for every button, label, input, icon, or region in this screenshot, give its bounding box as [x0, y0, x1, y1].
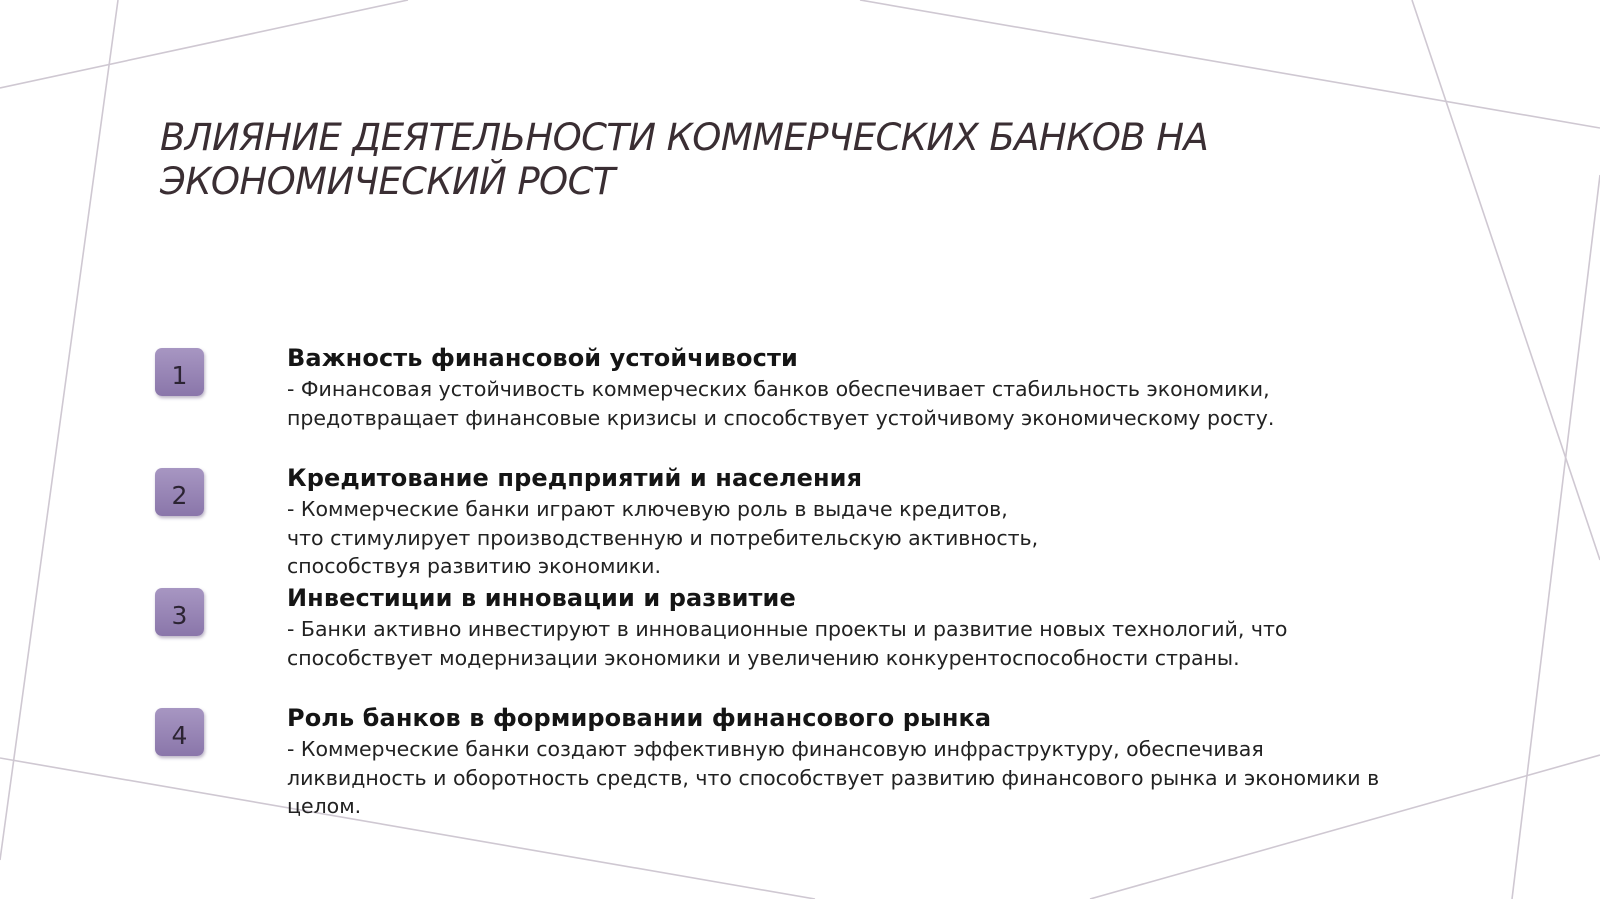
- list-item-description: - Коммерческие банки играют ключевую роль в выдаче кредитов, что стимулирует производственную и потребительскую активность, способствуя развитию экономики.: [287, 497, 1039, 578]
- background-line: [0, 0, 408, 88]
- list-item-heading: Роль банков в формировании финансового рынка: [287, 704, 992, 732]
- list-item-description: - Банки активно инвестируют в инновационные проекты и развитие новых технологий, что способствует модернизации экономики и увеличению конкурентоспособности страны.: [287, 617, 1288, 670]
- background-line: [860, 0, 1600, 128]
- number-badge: [155, 468, 204, 516]
- number-badge-label: 2: [171, 480, 188, 510]
- slide-title-line: ЭКОНОМИЧЕСКИЙ РОСТ: [160, 160, 615, 203]
- number-badge-label: 4: [171, 720, 188, 750]
- list-item-description: - Финансовая устойчивость коммерческих банков обеспечивает стабильность экономики, предотвращает финансовые кризисы и способствует устойчивому экономическому росту.: [287, 377, 1275, 430]
- background-line: [0, 0, 118, 860]
- number-badge: [155, 588, 204, 636]
- list-item-text: [287, 463, 1467, 581]
- slide-title-line: ВЛИЯНИЕ ДЕЯТЕЛЬНОСТИ КОММЕРЧЕСКИХ БАНКОВ НА: [160, 116, 1209, 159]
- list-item-text: [287, 703, 1467, 821]
- list-item-text: [287, 583, 1467, 672]
- slide-title: [160, 116, 1310, 204]
- number-badge-label: 3: [171, 600, 188, 630]
- number-badge: [155, 348, 204, 396]
- number-badge: [155, 708, 204, 756]
- list-item-description: - Коммерческие банки создают эффективную финансовую инфраструктуру, обеспечивая ликвидность и оборотность средств, что способствует развитию финансового рынка и экономики в целом.: [287, 737, 1380, 818]
- list-item-heading: Инвестиции в инновации и развитие: [287, 584, 796, 612]
- list-item-heading: Кредитование предприятий и населения: [287, 464, 863, 492]
- list-item-text: [287, 343, 1467, 432]
- list-item-heading: Важность финансовой устойчивости: [287, 344, 798, 372]
- number-badge-label: 1: [171, 360, 188, 390]
- background-line: [1512, 175, 1600, 899]
